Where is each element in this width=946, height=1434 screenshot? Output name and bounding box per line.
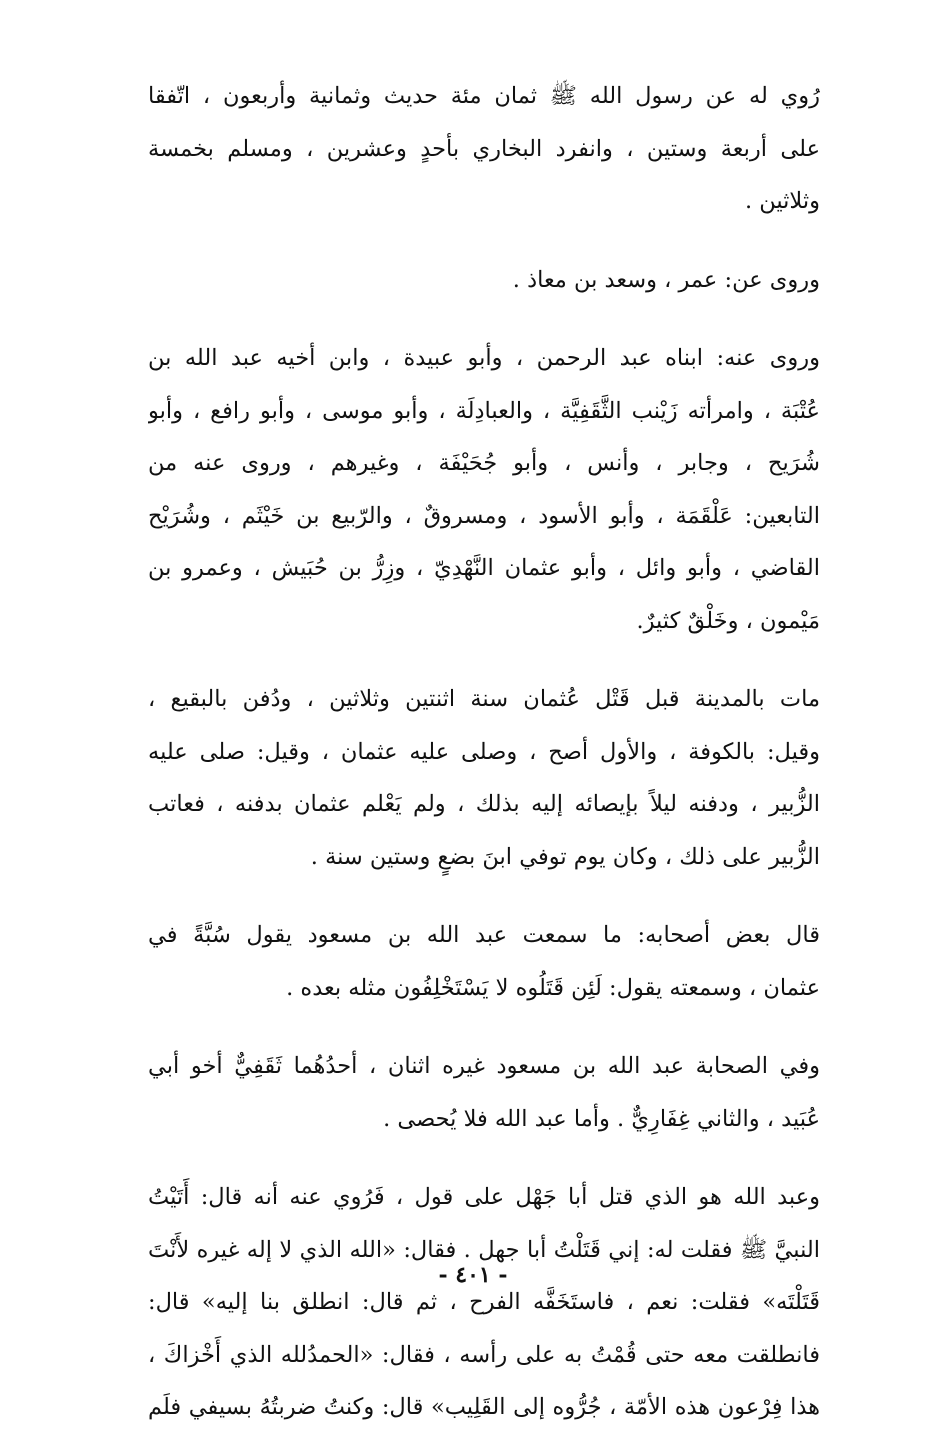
- paragraph-narrators: [148, 332, 820, 647]
- text-line: التابعين: عَلْقَمَة ، وأبو الأسود ، ومسروقٌ ، والرّبيع بن خَيْثَم ، وشُرَيْح: [148, 502, 820, 529]
- text-line: وثلاثين .: [744, 188, 820, 214]
- paragraph-narrations: [148, 70, 820, 228]
- paragraph-narrated-from: [148, 254, 820, 307]
- text-line: مَيْمون ، وخَلْقٌ كثيرٌ.: [636, 607, 820, 634]
- text-line: قال بعض أصحابه: ما سمعت عبد الله بن مسعود يقول سُبَّةً في: [148, 922, 820, 948]
- text-line: وعبد الله هو الذي قتل أبا جَهْل على قول ، فَرُوي عنه أنه قال: أَتَيْتُ: [148, 1184, 820, 1210]
- paragraph-namesakes: [148, 1040, 820, 1145]
- text-line: وروى عن: عمر ، وسعد بن معاذ .: [512, 266, 820, 293]
- text-line: قَتَلْتَه» فقلت: نعم ، فاستَخَفَّه الفرح ، ثم قال: انطلق بنا إليه» قال:: [148, 1289, 820, 1315]
- text-line: وروى عنه: ابناه عبد الرحمن ، وأبو عبيدة ، وابن أخيه عبد الله بن: [148, 345, 820, 371]
- text-line: الزُّبير على ذلك ، وكان يوم توفي ابنَ بضعٍ وستين سنة .: [310, 843, 820, 870]
- text-line: عُبَيد ، والثاني غِفَارِيٌّ . وأما عبد الله فلا يُحصى .: [383, 1105, 820, 1132]
- text-line: فانطلقت معه حتى قُمْتُ به على رأسه ، فقال: «الحمدُلله الذي أَخْزاكَ ،: [148, 1341, 820, 1368]
- page-number: - ٤٠١ -: [438, 1262, 508, 1288]
- text-line: وفي الصحابة عبد الله بن مسعود غيره اثنان ، أحدُهُما ثَقَفِيٌّ أخو أبي: [148, 1053, 820, 1079]
- document-page: [148, 70, 820, 1420]
- text-line: رُوي له عن رسول الله ﷺ ثمان مئة حديث وثمانية وأربعون ، اتّفقا: [148, 83, 820, 109]
- paragraph-companion-saying: [148, 909, 820, 1014]
- text-line: على أربعة وستين ، وانفرد البخاري بأحدٍ وعشرين ، ومسلم بخمسة: [148, 135, 820, 162]
- text-line: النبيَّ ﷺ فقلت له: إني قَتَلْتُ أبا جهل . فقال: «الله الذي لا إله غيره لأَنْتَ: [148, 1236, 820, 1263]
- text-line: عُتْبَة ، وامرأته زَيْنب الثَّقَفِيَّة ، والعبادِلَة ، وأبو موسى ، وأبو رافع ، وأبو: [148, 397, 820, 424]
- text-line: مات بالمدينة قبل قَتْل عُثمان سنة اثنتين وثلاثين ، ودُفن بالبقيع ،: [148, 686, 820, 712]
- text-line: عثمان ، وسمعته يقول: لَئِن قَتَلُوه لا يَسْتَخْلِفُون مثله بعده .: [286, 974, 820, 1001]
- paragraph-death: [148, 673, 820, 883]
- paragraph-abu-jahl: [148, 1171, 820, 1434]
- text-line: هذا فِرْعون هذه الأمّة ، جُرُّوه إلى القَلِيب» قال: وكنتُ ضربتُهُ بسيفي فلَم: [148, 1394, 820, 1420]
- text-line: الزُّبير ، ودفنه ليلاً بإيصائه إليه بذلك ، ولم يَعْلم عثمان بدفنه ، فعاتب: [148, 791, 820, 817]
- text-line: وقيل: بالكوفة ، والأول أصح ، وصلى عليه عثمان ، وقيل: صلى عليه: [148, 738, 820, 765]
- text-line: القاضي ، وأبو وائل ، وأبو عثمان النَّهْدِيّ ، وزِرُّ بن حُبَيش ، وعمرو بن: [148, 555, 820, 581]
- text-line: شُرَيح ، وجابر ، وأنس ، وأبو جُحَيْفَة ، وغيرهم ، وروى عنه من: [148, 450, 820, 476]
